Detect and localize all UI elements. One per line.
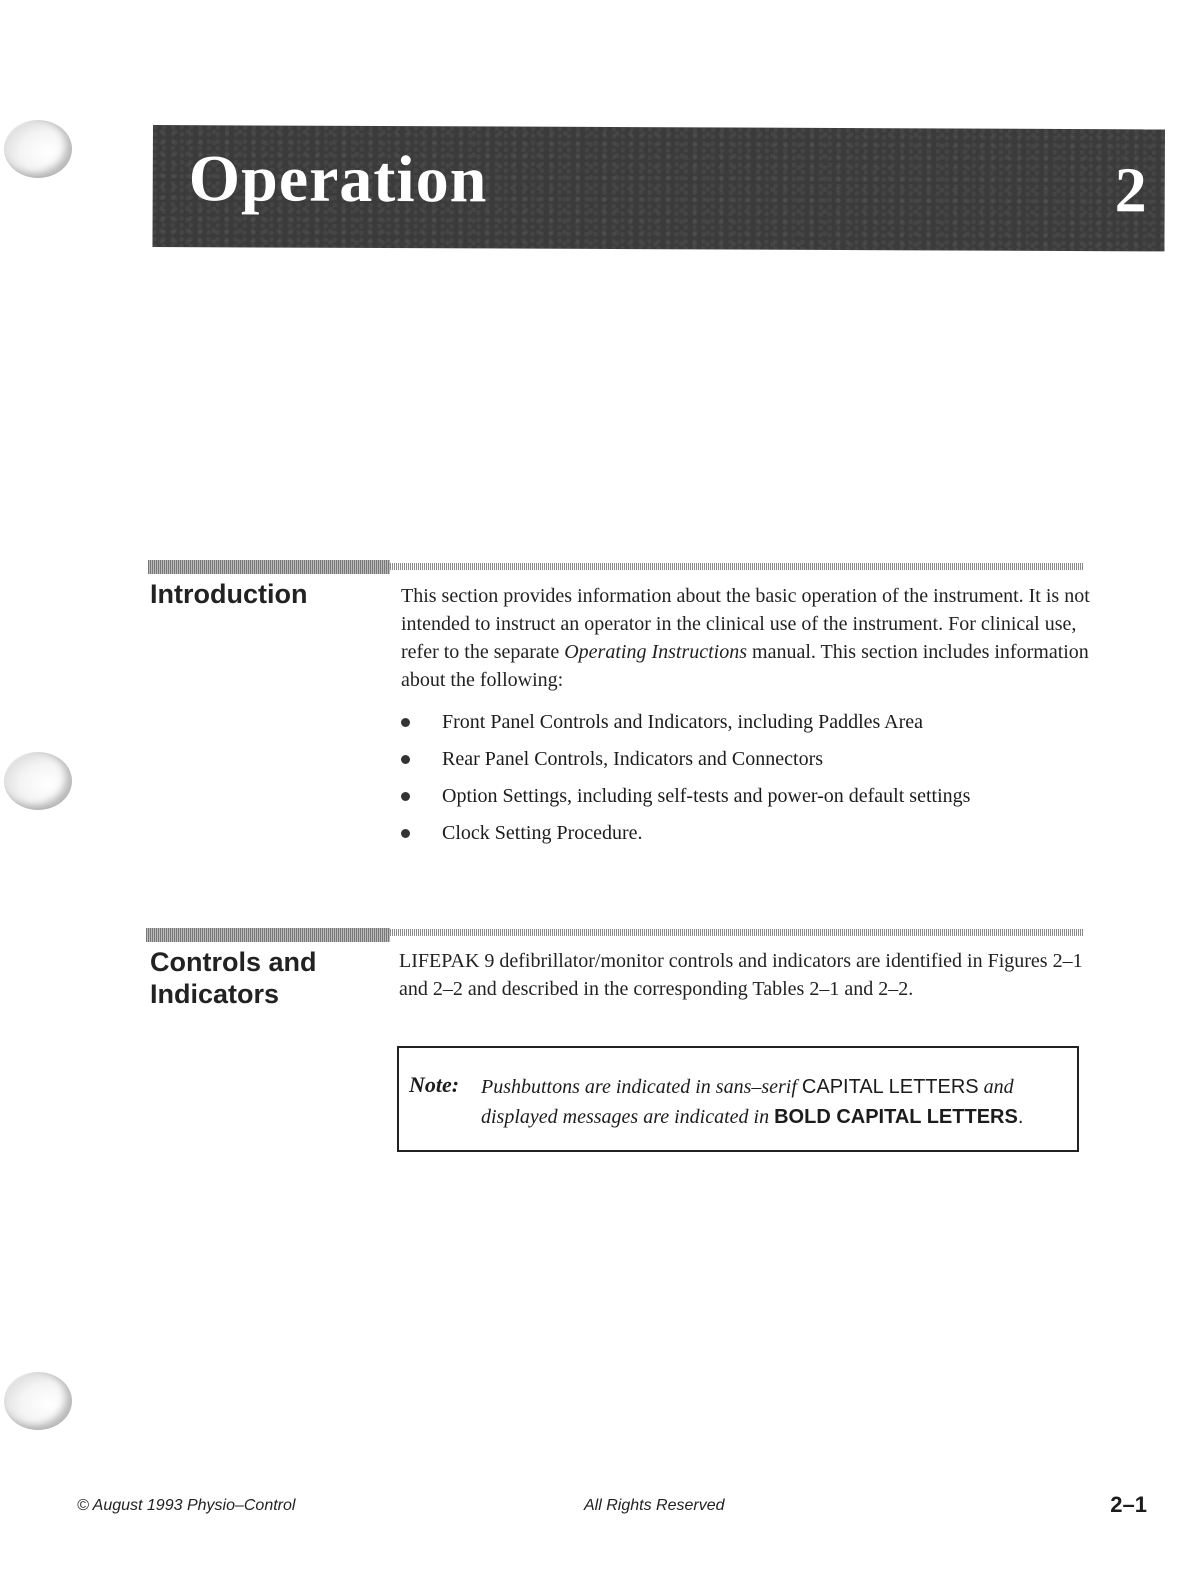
footer-copyright: © August 1993 Physio–Control bbox=[77, 1497, 296, 1514]
section-rule bbox=[390, 563, 1084, 570]
section-rule bbox=[390, 929, 1084, 936]
list-item bbox=[401, 819, 1091, 856]
note-text-2: and displayed messages are indicated in bbox=[481, 1076, 1014, 1128]
note-text bbox=[481, 1072, 1071, 1132]
controls-paragraph: LIFEPAK 9 defibrillator/monitor controls and indicators are identified in Figures 2–1 and 2–2 and described in the corresponding Tables 2–1 and 2–2. bbox=[399, 950, 1083, 1000]
chapter-number: 2 bbox=[1114, 154, 1147, 226]
controls-heading-line2: Indicators bbox=[150, 979, 280, 1009]
note-box bbox=[397, 1046, 1079, 1152]
footer-rights: All Rights Reserved bbox=[584, 1497, 725, 1514]
list-item-text: Front Panel Controls and Indicators, including Paddles Area bbox=[442, 711, 924, 733]
bullet-icon bbox=[401, 829, 410, 838]
punch-hole-bottom bbox=[4, 1372, 72, 1430]
topic-list bbox=[401, 708, 1091, 856]
note-bold-example: BOLD CAPITAL LETTERS bbox=[774, 1106, 1018, 1128]
intro-italic-title: Operating Instructions bbox=[564, 641, 748, 663]
note-label: Note: bbox=[409, 1072, 460, 1097]
controls-heading-line1: Controls and bbox=[150, 947, 317, 977]
list-item bbox=[401, 782, 1091, 819]
list-item-text: Option Settings, including self-tests and power-on default settings bbox=[442, 785, 971, 807]
note-text-1: Pushbuttons are indicated in sans–serif bbox=[481, 1076, 802, 1098]
list-item bbox=[401, 708, 1091, 745]
list-item-text: Rear Panel Controls, Indicators and Connectors bbox=[442, 748, 824, 770]
list-item-text: Clock Setting Procedure. bbox=[442, 822, 643, 844]
note-sans-example: CAPITAL LETTERS bbox=[801, 1076, 979, 1098]
controls-heading bbox=[150, 946, 380, 1010]
section-rule-heavy bbox=[146, 928, 390, 942]
page-number: 2–1 bbox=[1110, 1492, 1147, 1517]
list-item bbox=[401, 745, 1091, 782]
intro-text-1: This section provides information about the basic operation of the instrument. It is not intended to instruct an operator in the clinical use of the instrument. For clinical use, refer to the separate bbox=[401, 585, 1090, 663]
chapter-title: Operation bbox=[188, 142, 488, 217]
intro-text-2: manual. This section includes information about the following: bbox=[401, 641, 1089, 691]
bullet-icon bbox=[401, 718, 410, 727]
introduction-paragraph bbox=[401, 582, 1091, 694]
section-rule-heavy bbox=[148, 560, 390, 574]
introduction-heading: Introduction bbox=[150, 579, 308, 609]
bullet-icon bbox=[401, 792, 410, 801]
bullet-icon bbox=[401, 755, 410, 764]
punch-hole-middle bbox=[4, 752, 72, 810]
punch-hole-top bbox=[4, 120, 72, 178]
note-period: . bbox=[1017, 1106, 1024, 1128]
chapter-banner bbox=[152, 125, 1165, 251]
